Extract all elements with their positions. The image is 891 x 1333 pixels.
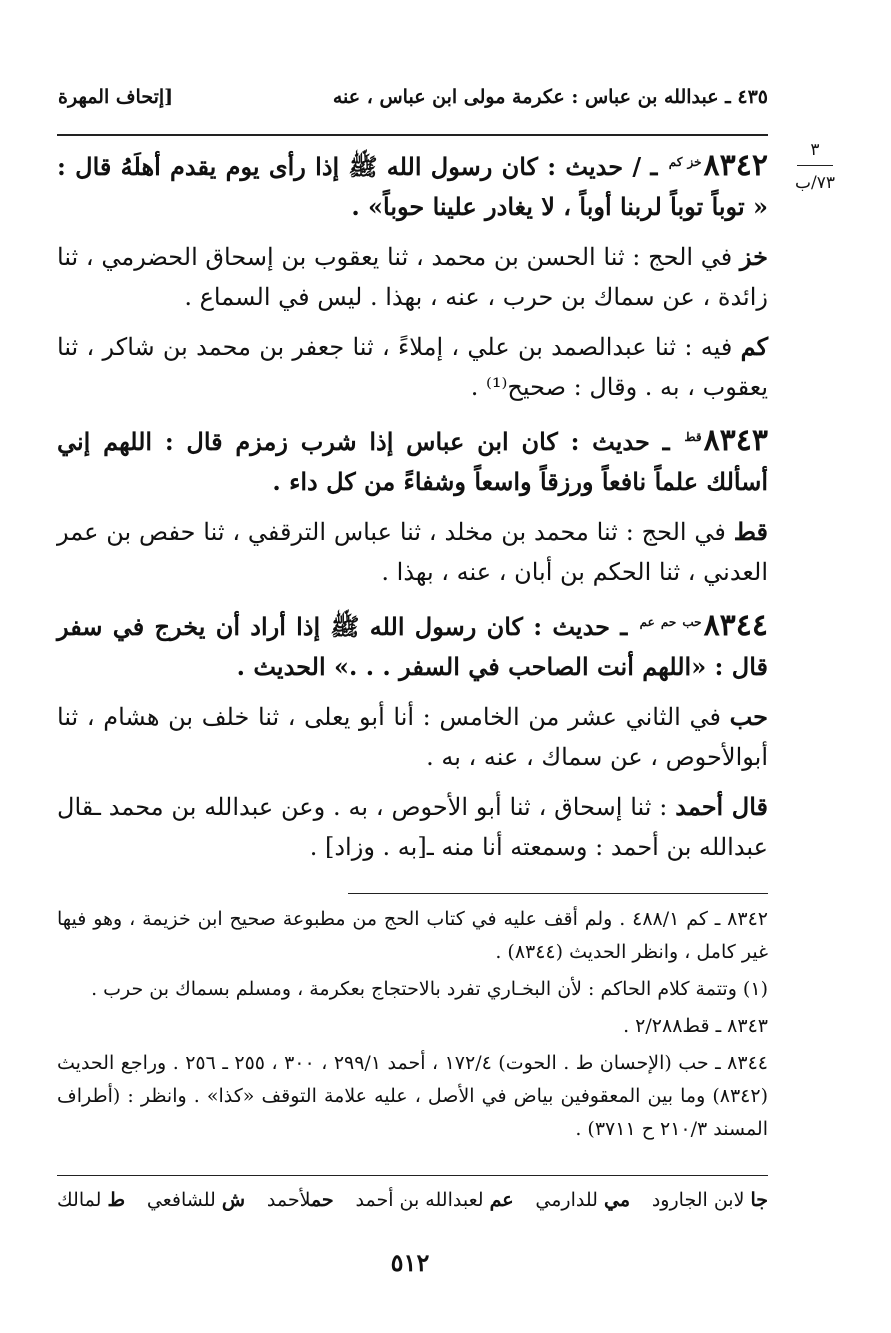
hadith-8342 (57, 142, 768, 227)
source-siglum: قط (733, 517, 768, 546)
key-label: لمالك (57, 1189, 102, 1211)
hadith-8343 (57, 417, 768, 502)
hadith-number: ٨٣٤٢ (703, 148, 768, 183)
key-code: جا (750, 1189, 768, 1211)
key-label: للدارمي (535, 1189, 598, 1211)
isnad-text: في الحج : ثنا الحسن بن محمد ، ثنا يعقوب بن إسحاق الحضرمي ، ثنا زائدة ، عن سماك بن حرب ، عنه ، بهذا . ليس في السماع . (57, 243, 768, 311)
key-code: عم (489, 1189, 514, 1211)
hadith-sigla: خز كم (668, 155, 702, 169)
hadith-sigla: حب حم عم (639, 615, 702, 629)
key-item (356, 1189, 514, 1211)
key-code: ش (221, 1189, 246, 1211)
page-number: ٥١٢ (390, 1248, 430, 1277)
isnad-paragraph (57, 237, 768, 317)
key-label: لأحمد (266, 1189, 311, 1211)
isnad-paragraph (57, 327, 768, 407)
source-siglum: خز (739, 242, 768, 271)
header-rule (57, 134, 768, 136)
footnote: (١) وتتمة كلام الحاكم : لأن البخـاري تفرد بالاحتجاج بعكرمة ، ومسلم بسماك بن حرب . (91, 978, 768, 1000)
key-item (147, 1189, 245, 1211)
isnad-paragraph (57, 787, 768, 867)
key-item (57, 1189, 125, 1211)
hadith-8344 (57, 602, 768, 687)
source-siglum: قال أحمد (675, 792, 768, 821)
key-code: ط (107, 1189, 126, 1211)
running-header-book-title: [إتحاف المهرة (58, 86, 174, 108)
isnad-text: : ثنا إسحاق ، ثنا أبو الأحوص ، به . وعن عبدالله بن محمد ـقال عبدالله بن أحمد : وسمعته أنا منه ـ[به . وزاد] . (57, 793, 768, 861)
main-text (57, 142, 768, 877)
isnad-text: فيه : ثنا عبدالصمد بن علي ، إملاءً ، ثنا جعفر بن محمد بن شاكر ، ثنا يعقوب ، به . وقال : صحيح⁽¹⁾ . (57, 333, 768, 401)
key-rule (57, 1175, 768, 1176)
footnote: ٨٣٤٢ ـ كم ٤٨٨/١ . ولم أقف عليه في كتاب الحج من مطبوعة صحيح ابن خزيمة ، وهو فيها غير كامل ، وانظر الحديث (٨٣٤٤) . (57, 908, 768, 963)
key-label: لابن الجارود (651, 1189, 745, 1211)
hadith-number: ٨٣٤٣ (703, 423, 769, 458)
margin-note-divider (797, 165, 833, 166)
running-header-chapter: ٤٣٥ ـ عبدالله بن عباس : عكرمة مولى ابن عباس ، عنه (332, 86, 768, 108)
hadith-number: ٨٣٤٤ (703, 608, 769, 643)
isnad-text: في الحج : ثنا محمد بن مخلد ، ثنا عباس الترقفي ، ثنا حفص بن عمر العدني ، ثنا الحكم بن أبان ، عنه ، بهذا . (57, 518, 768, 586)
key-item (652, 1189, 768, 1211)
source-siglum: حب (729, 702, 768, 731)
hadith-text: ـ حديث : كان رسول الله ﷺ إذا أراد أن يخرج في سفر قال : «اللهم أنت الصاحب في السفر . . .» الحديث . (57, 612, 768, 681)
source-siglum: كم (740, 332, 768, 361)
key-label: لعبدالله بن أحمد (355, 1189, 484, 1211)
key-item (267, 1189, 334, 1211)
sigla-key (57, 1189, 768, 1211)
hadith-sigla: قط (684, 430, 702, 444)
key-code: مي (603, 1189, 630, 1211)
footnotes (57, 903, 768, 1150)
margin-note-volume: ٣ (810, 140, 820, 160)
footnote: ٨٣٤٣ ـ قط٢/٢٨٨ . (623, 1015, 768, 1037)
key-label: للشافعي (146, 1189, 216, 1211)
key-item (535, 1189, 630, 1211)
isnad-text: في الثاني عشر من الخامس : أنا أبو يعلى ، ثنا خلف بن هشام ، ثنا أبوالأحوص ، عن سماك ، عنه ، به . (57, 703, 768, 771)
hadith-text: ـ حديث : كان ابن عباس إذا شرب زمزم قال : اللهم إني أسألك علماً نافعاً ورزقاً واسعاً وشفاءً من كل داء . (57, 427, 768, 496)
footnote-rule (348, 893, 768, 894)
isnad-paragraph (57, 512, 768, 592)
footnote: ٨٣٤٤ ـ حب (الإحسان ط . الحوت) ١٧٢/٤ ، أحمد ٢٩٩/١ ، ٣٠٠ ، ٢٥٥ ـ ٢٥٦ . وراجع الحديث (٨٣٤٢) وما بين المعقوفين بياض في الأصل ، عليه علامة التوقف «كذا» . وانظر : (أطراف المسند ٢١٠/٣ ح ٣٧١١) . (57, 1052, 768, 1140)
margin-note-folio: ٧٣/ب (795, 173, 835, 193)
key-code: حم (310, 1189, 334, 1211)
isnad-paragraph (57, 697, 768, 777)
hadith-text: ـ / حديث : كان رسول الله ﷺ إذا رأى يوم يقدم أهلَهُ قال : « توباً توباً لربنا أوباً ، لا يغادر علينا حوباً» . (57, 152, 768, 221)
